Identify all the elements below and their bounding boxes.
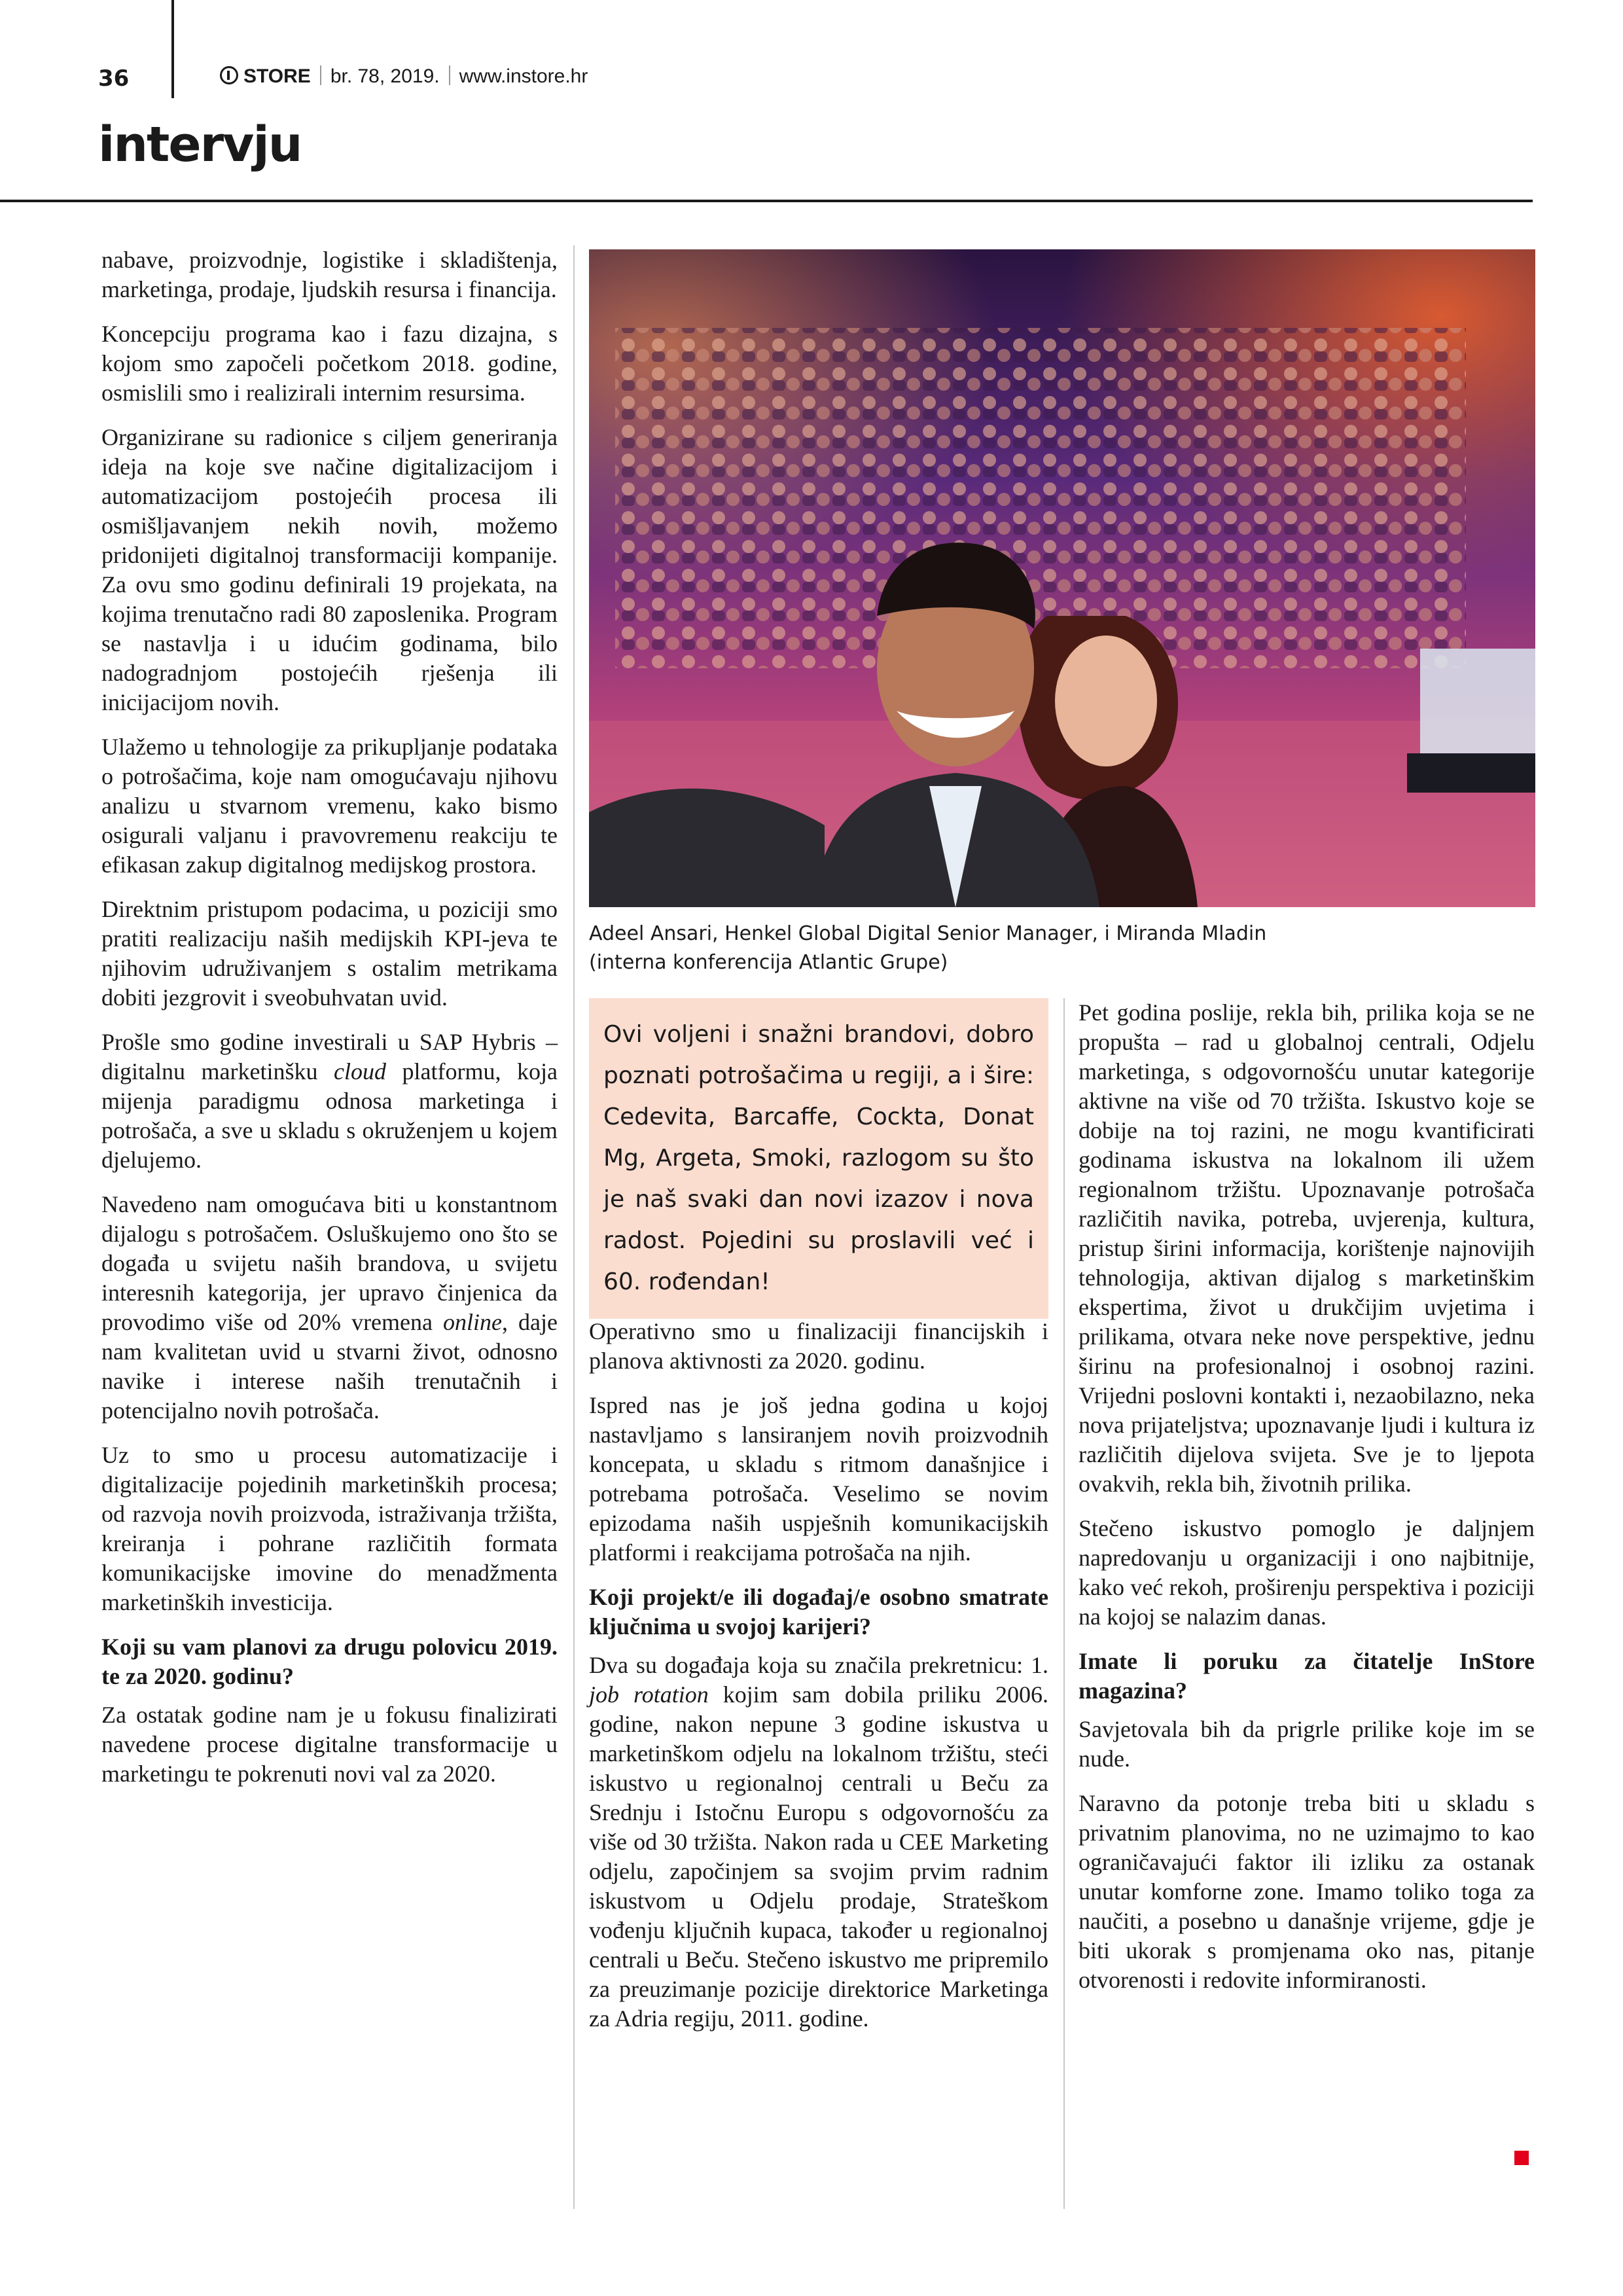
brand-name: STORE [243, 65, 311, 87]
body-paragraph [101, 1028, 558, 1175]
body-paragraph: Koncepciju programa kao i fazu dizajna, s kojom smo započeli početkom 2018. godine, osmislili smo i realizirali internim resursima. [101, 321, 558, 406]
text-run: Prošle smo godine investirali u SAP Hybris – digitalnu marketinšku [101, 1029, 558, 1085]
article-column-2 [589, 1317, 1048, 2049]
photo-caption [589, 920, 1535, 977]
header-horizontal-rule [0, 200, 1533, 202]
text-run: kojim sam dobila priliku 2006. godine, nakon nepune 3 godine iskustva u marketinškom odjelu na lokalnom tržištu, steći iskustvo u regionalnoj centrali u Beču za Srednju i Istočnu Europu s odgovornošću za više od 30 tržišta. Nakon rada u CEE Marketing odjelu, započinjem sa svojim prvim radnim iskustvom u Odjelu prodaje, Strateškom vođenju ključnih kupaca, također u regionalnoj centrali u Beču. Stečeno iskustvo me pripremilo za preuzimanje pozicije direktorice Marketinga za Adria regiju, 2011. godine. [589, 1681, 1048, 2032]
interview-answer [589, 1651, 1048, 2034]
caption-line: Adeel Ansari, Henkel Global Digital Senior Manager, i Miranda Mladin [589, 922, 1267, 945]
italic-term: job rotation [589, 1681, 709, 1708]
italic-term: cloud [334, 1058, 386, 1085]
body-paragraph: Ispred nas je još jedna godina u kojoj nastavljamo s lansiranjem novih proizvodnih koncepata, u skladu s ritmom današnjice i potrebama potrošača. Veselimo se novim epizodama naših uspješnih komunikacijskih platformi i reakcijama potrošača na njih. [589, 1392, 1048, 1566]
body-paragraph: Organizirane su radionice s ciljem generiranja ideja na koje sve načine digitalizacijom i automatizacijom postojećih procesa ili osmišljavanjem nekih novih, možemo pridonijeti digitalnoj transformaciji kompanije. Za ovu smo godinu definirali 19 projekata, na kojima trenutačno radi 80 zaposlenika. Program se nastavlja i u idućim godinama, bilo nadogradnjom postojećih rješenja ili inicijacijom novih. [101, 424, 558, 715]
interview-answer: Savjetovala bih da prigrle prilike koje im se nude. [1079, 1716, 1535, 1772]
body-paragraph: nabave, proizvodnje, logistike i skladištenja, marketinga, prodaje, ljudskih resursa i financija. [101, 247, 558, 302]
pull-quote: Ovi voljeni i snažni brandovi, dobro poznati potrošačima u regiji, a i šire: Cedevita, Barcaffe, Cockta, Donat Mg, Argeta, Smoki, razlogom su što je naš svaki dan novi izazov i nova radost. Pojedini su proslavili već i 60. rođendan! [589, 998, 1048, 1319]
text-run: Dva su događaja koja su značila prekretnicu: 1. [589, 1652, 1048, 1678]
page-number: 36 [98, 65, 130, 92]
body-paragraph: Pet godina poslije, rekla bih, prilika koja se ne propušta – rad u globalnoj centrali, Odjelu marketinga, s odgovornošću unutar kategorije aktivne na više od 70 tržišta. Iskustvo koje se dobije na toj razini, ne mogu kvantificirati godinama iskustva na lokalnom ili užem regionalnom tržištu. Upoznavanje potrošača različitih navika, potreba, uvjerenja, kultura, pristup širini informacija, korištenje najnovijih tehnologija, aktivan dijalog s marketinškim ekspertima, život u drukčijim uvjetima i prilikama, otvara neke nove perspektive, jednu širinu na profesionalnoj i osobnoj razini. Vrijedni poslovni kontakti i, nezaobilazno, neka nova prijateljstva; upoznavanje ljudi i kultura iz različitih dijelova svijeta. Sve je to ljepota ovakvih, rekla bih, životnih prilika. [1079, 999, 1535, 1497]
text-run: , daje nam kvalitetan uvid u stvarni život, odnosno navike i interese naših trenutačnih i potencijalno novih potrošača. [101, 1309, 558, 1424]
photo-illustration [589, 249, 1535, 907]
body-paragraph [101, 1190, 558, 1426]
body-paragraph: Direktnim pristupom podacima, u poziciji smo pratiti realizaciju naših medijskih KPI-jeva te njihovim udruživanjem s ostalim metrikama dobiti jezgrovit i sveobuhvatan uvid. [101, 896, 558, 1011]
conference-selfie-photo [589, 249, 1535, 907]
body-paragraph: Operativno smo u finalizaciji financijskih i planova aktivnosti za 2020. godinu. [589, 1318, 1048, 1374]
interview-question: Koji su vam planovi za drugu polovicu 2019. te za 2020. godinu? [101, 1634, 558, 1689]
caption-line: (interna konferencija Atlantic Grupe) [589, 951, 948, 974]
interview-question: Imate li poruku za čitatelje InStore magazina? [1079, 1648, 1535, 1704]
masthead [220, 65, 588, 88]
text-run: Navedeno nam omogućava biti u konstantnom dijalogu s potrošačem. Osluškujemo ono što se događa u svijetu naših brandova, u svijetu interesnih kategorija, jer upravo činjenica da provodimo više od 20% vremena [101, 1191, 558, 1335]
interview-answer: Za ostatak godine nam je u fokusu finalizirati navedene procese digitalne transformacije u marketingu te pokrenuti novi val za 2020. [101, 1702, 558, 1787]
website-link[interactable]: www.instore.hr [459, 65, 588, 87]
masthead-separator [320, 65, 321, 85]
article-column-3 [1079, 998, 1535, 2010]
body-paragraph: Ulažemo u tehnologije za prikupljanje podataka o potrošačima, koje nam omogućavaju njihovu analizu u stvarnom vremenu, kako bismo osigurali valjanu i pravovremenu reakciju te efikasan zakup digitalnog medijskog prostora. [101, 734, 558, 878]
interview-question: Koji projekt/e ili događaj/e osobno smatrate ključnima u svojoj karijeri? [589, 1584, 1048, 1640]
masthead-separator [449, 65, 450, 85]
column-divider [1063, 998, 1065, 2209]
instore-logo-icon [220, 66, 238, 84]
italic-term: online [443, 1309, 502, 1335]
issue-number: br. 78, 2019. [330, 65, 440, 87]
text-run: platformu, koja mijenja paradigmu odnosa marketinga i potrošača, a sve u skladu s okruženjem u kojem djelujemo. [101, 1058, 558, 1173]
article-end-mark-icon [1514, 2151, 1529, 2165]
column-divider [573, 245, 575, 2209]
interview-answer: Naravno da potonje treba biti u skladu s privatnim planovima, no ne uzimajmo to kao ograničavajući faktor ili izliku za ostanak unutar komforne zone. Imamo toliko toga za naučiti, a posebno u današnje vrijeme, gdje je biti ukorak s promjenama oko nas, pitanje otvorenosti i redovite informiranosti. [1079, 1790, 1535, 1993]
body-paragraph: Uz to smo u procesu automatizacije i digitalizacije pojedinih marketinških procesa; od razvoja novih proizvoda, istraživanja tržišta, kreiranja i pohrane različitih formata komunikacijske imovine do menadžmenta marketinških investicija. [101, 1442, 558, 1615]
header-vertical-rule [171, 0, 174, 98]
article-column-1 [101, 245, 558, 1804]
body-paragraph: Stečeno iskustvo pomoglo je daljnjem napredovanju u organizaciji i ono najbitnije, kako već rekoh, proširenju perspektiva i poziciji na kojoj se nalazim danas. [1079, 1515, 1535, 1630]
section-title: intervju [98, 117, 302, 173]
